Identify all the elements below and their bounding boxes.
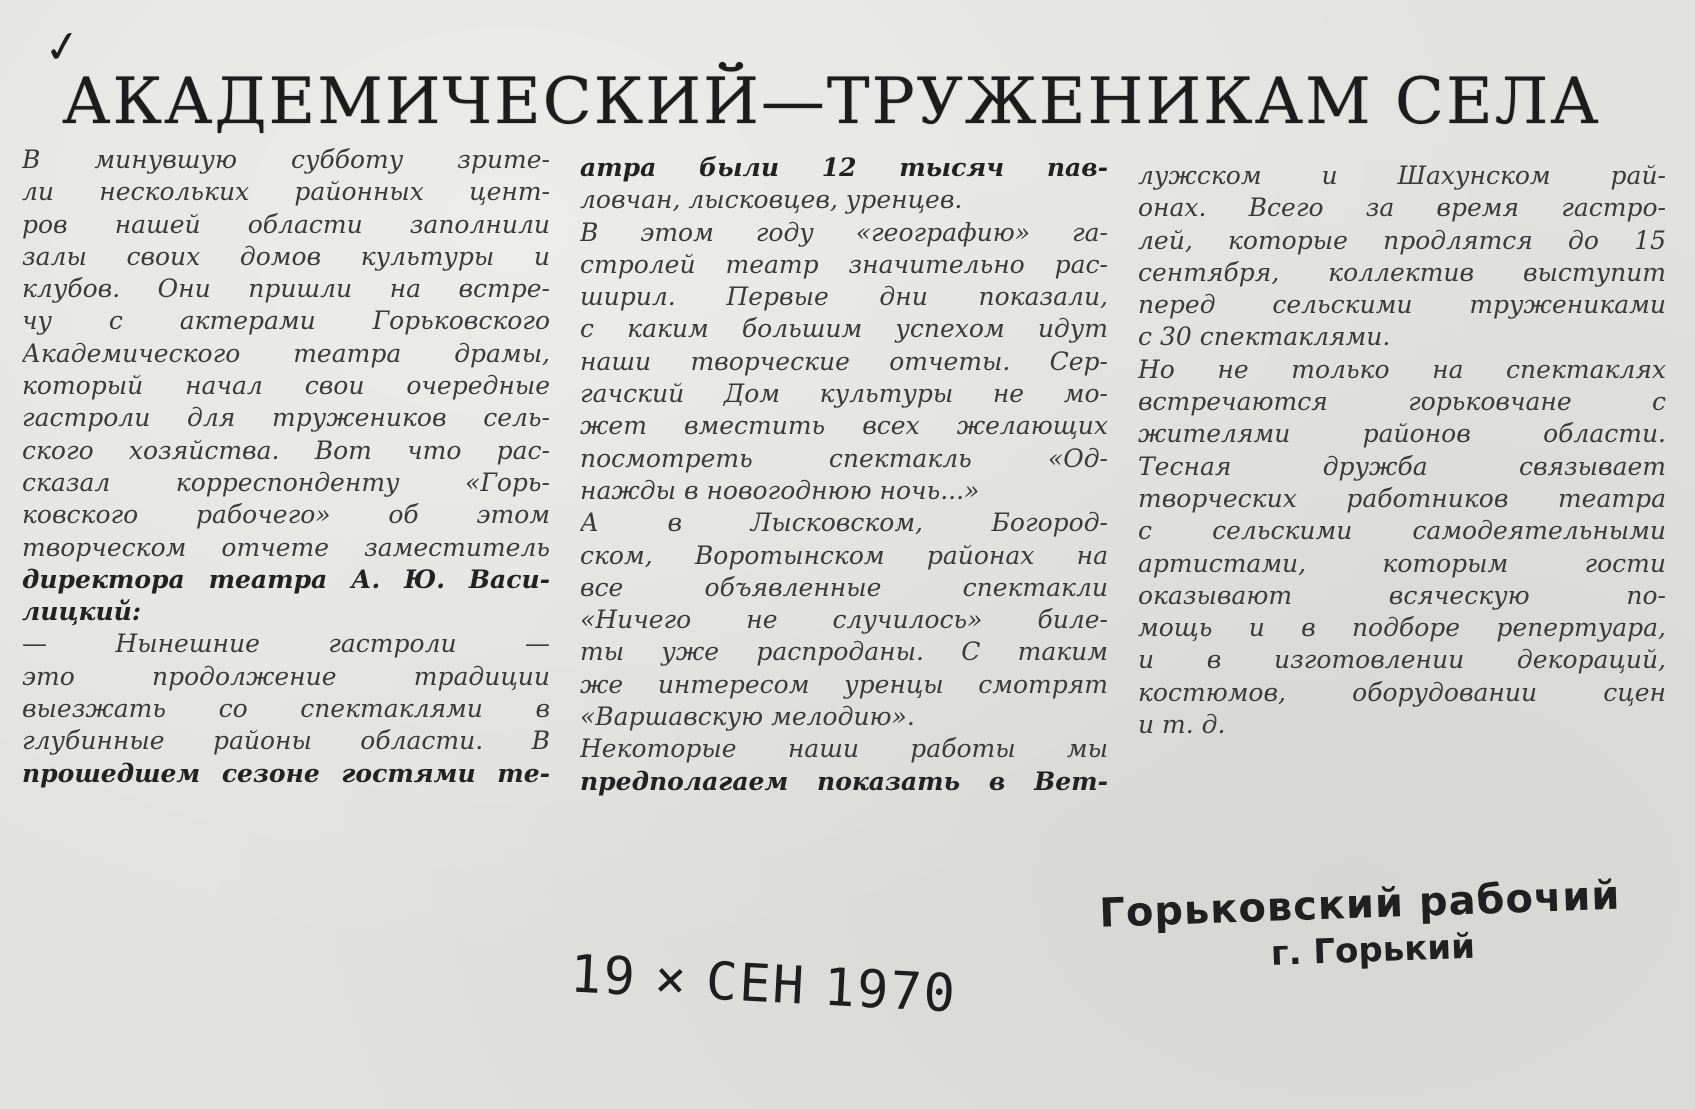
article-text-line: ров нашей области заполнили (22, 209, 550, 239)
article-text-line: ты уже распроданы. С таким (580, 637, 1108, 667)
article-text-line: прошедшем сезоне гостями те- (22, 758, 550, 788)
article-text-line: артистами, которым гости (1138, 548, 1666, 578)
article-text-line: — Нынешние гастроли — (22, 629, 550, 659)
article-text-line: предполагаем показать в Вет- (580, 766, 1108, 796)
article-text-line: ловчан, лысковцев, уренцев. (580, 185, 963, 215)
article-text-line: все объявленные спектакли (580, 572, 1108, 602)
article-text-line: «Варшавскую мелодию». (580, 702, 915, 732)
article-text-line: сказал корреспонденту «Горь- (22, 467, 550, 497)
article-text-line: и в изготовлении декораций, (1138, 645, 1666, 675)
article-text-line: гастроли для тружеников сель- (22, 403, 550, 433)
article-text-line: который начал свои очередные (22, 371, 550, 401)
article-column-2 (580, 152, 1108, 798)
article-column-1 (22, 144, 550, 790)
article-text-line: В минувшую субботу зрите- (22, 145, 550, 174)
article-text-line: атра были 12 тысяч пав- (580, 153, 1108, 182)
article-text-line: ширил. Первые дни показали, (580, 282, 1108, 312)
article-text-line: нажды в новогоднюю ночь...» (580, 475, 980, 505)
article-text-line: выезжать со спектаклями в (22, 694, 550, 724)
article-text-line: Академического театра драмы, (22, 338, 550, 368)
check-mark-icon: ✓ (40, 19, 85, 76)
article-text-line: и т. д. (1138, 710, 1226, 740)
date-mark: × (653, 948, 690, 1011)
article-text-line: перед сельскими тружениками (1138, 290, 1666, 320)
article-text-line: гачский Дом культуры не мо- (580, 379, 1108, 409)
article-text-line: жителями районов области. (1138, 419, 1666, 449)
article-text-line: мощь и в подборе репертуара, (1138, 613, 1666, 643)
article-text-line: В этом году «географию» га- (580, 217, 1108, 247)
article-text-line: оказывают всяческую по- (1138, 580, 1666, 610)
article-text-line: сентября, коллектив выступит (1138, 257, 1666, 287)
article-text-line: это продолжение традиции (22, 661, 550, 691)
article-text-line: костюмов, оборудовании сцен (1138, 677, 1666, 707)
article-text-line: лей, которые продлятся до 15 (1138, 225, 1666, 255)
article-text-line: А в Лысковском, Богород- (580, 508, 1108, 538)
date-year: 1970 (822, 957, 959, 1025)
article-text-line: директора театра А. Ю. Васи- (22, 564, 550, 594)
article-text-line: лицкий: (22, 597, 142, 627)
article-text-line: ковского рабочего» об этом (22, 500, 550, 530)
date-day: 19 (568, 944, 639, 1008)
article-text-line: Некоторые наши работы мы (580, 734, 1108, 764)
article-text-line: же интересом уренцы смотрят (580, 669, 1108, 699)
article-text-line: клубов. Они пришли на встре- (22, 274, 550, 304)
article-text-line: «Ничего не случилось» биле- (580, 605, 1108, 635)
article-text-line: посмотреть спектакль «Од- (580, 443, 1108, 473)
article-text-line: творческих работников театра (1138, 483, 1666, 513)
article-text-line: ли нескольких районных цент- (22, 177, 550, 207)
article-text-line: залы своих домов культуры и (22, 241, 550, 271)
article-text-line: лужском и Шахунском рай- (1138, 161, 1666, 190)
article-text-line: с каким большим успехом идут (580, 314, 1108, 344)
article-text-line: творческом отчете заместитель (22, 532, 550, 562)
newspaper-name: Горьковский рабочий (1098, 872, 1622, 937)
article-text-line: стролей театр значительно рас- (580, 249, 1108, 279)
article-text-line: онах. Всего за время гастро- (1138, 193, 1666, 223)
article-text-line: ском, Воротынском районах на (580, 540, 1108, 570)
date-stamp (569, 944, 977, 1025)
article-text-line: чу с актерами Горьковского (22, 306, 550, 336)
article-text-line: Тесная дружба связывает (1138, 451, 1666, 481)
source-attribution (1099, 870, 1662, 981)
article-text-line: ского хозяйства. Вот что рас- (22, 435, 550, 465)
article-text-line: встречаются горьковчане с (1138, 387, 1666, 417)
article-text-line: наши творческие отчеты. Сер- (580, 346, 1108, 376)
article-text-line: глубинные районы области. В (22, 726, 550, 756)
article-text-line: жет вместить всех желающих (580, 411, 1108, 441)
article-headline: АКАДЕМИЧЕСКИЙ—ТРУЖЕНИКАМ СЕЛА (62, 65, 1601, 139)
newspaper-city: г. Горький (1270, 926, 1476, 974)
article-text-line: Но не только на спектаклях (1138, 354, 1666, 384)
article-text-line: с 30 спектаклями. (1138, 322, 1391, 352)
article-text-line: с сельскими самодеятельными (1138, 516, 1666, 546)
date-month: СЕН (704, 951, 808, 1017)
article-column-3 (1138, 160, 1666, 741)
